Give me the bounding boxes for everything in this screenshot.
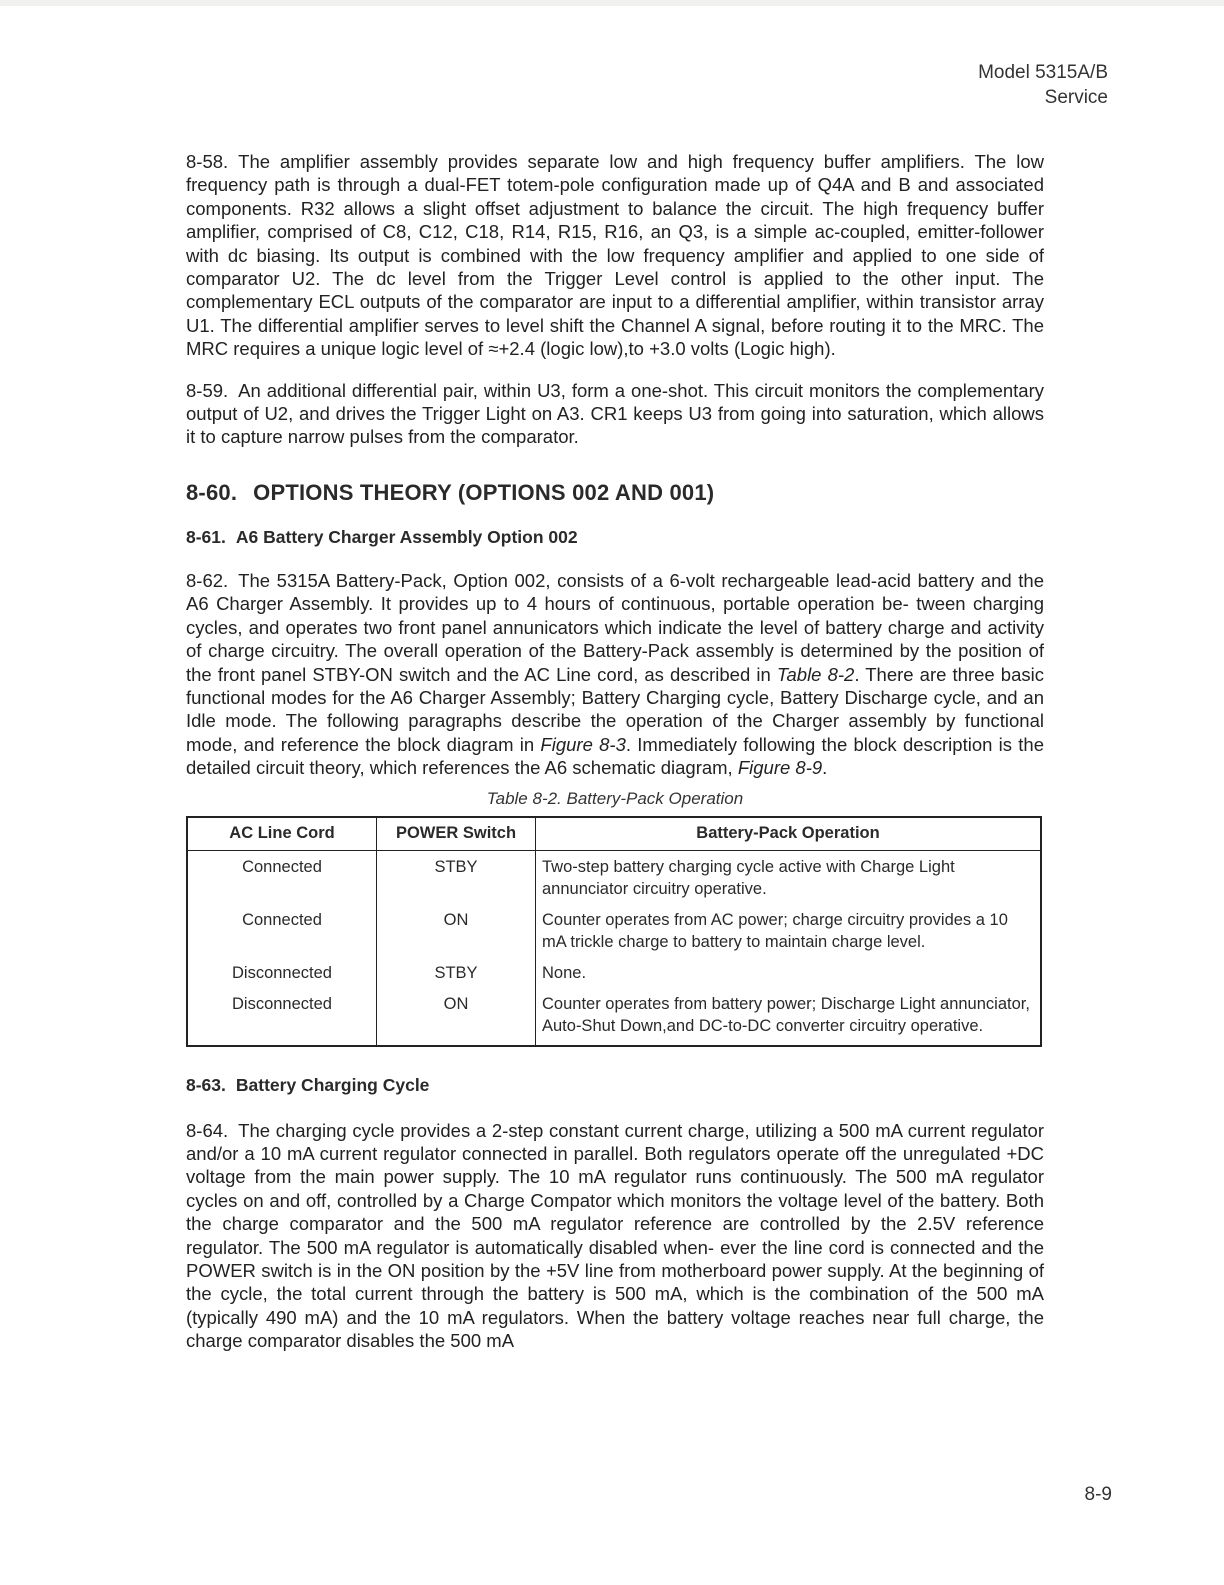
scan-edge-shade <box>0 0 1224 6</box>
paragraph-text-part: . There are three basic functional modes for the A6 Charger Assembly; Battery Charging cycle, Battery Discharge cycle, and an Idle mode. The following paragraphs describe the operation of the Charger assembly by functional mode, and reference the block diagram in <box>186 663 1044 755</box>
paragraph-text: The charging cycle provides a 2-step constant current charge, utilizing a 500 mA current regulator and/or a 10 mA current regulator connected in parallel. Both regulators operate off the unregulated +DC voltage from the main power supply. The 10 mA regulator runs continuously. The 500 mA regulator cycles on and off, controlled by a Charge Compator which monitors the voltage level of the battery. Both the charge comparator and the 500 mA regulator reference are controlled by the 2.5V reference regulator. The 500 mA regulator is automatically disabled when- ever the line cord is connected and the POWER switch is in the ON position by the +5V line from motherboard power supply. At the beginning of the cycle, the total current through the battery is 500 mA, which is the combination of the 500 mA (typically 490 mA) and the 10 mA regulators. When the battery voltage reaches near full charge, the charge comparator disables the 500 mA <box>186 1119 1044 1352</box>
cell-ac-line-cord: Connected <box>187 904 377 957</box>
page-content <box>186 150 1044 1353</box>
paragraph-number: 8-62. <box>186 569 229 591</box>
column-header-battery-pack-operation: Battery-Pack Operation <box>536 817 1042 851</box>
table-row <box>187 957 1041 988</box>
paragraph-number: 8-64. <box>186 1119 229 1141</box>
paragraph-8-62 <box>186 569 1044 780</box>
cell-ac-line-cord: Disconnected <box>187 957 377 988</box>
heading-number: 8-60. <box>186 479 238 505</box>
column-header-power-switch: POWER Switch <box>377 817 536 851</box>
cell-ac-line-cord: Disconnected <box>187 988 377 1046</box>
figure-reference: Figure 8-9 <box>737 757 823 779</box>
heading-text: Battery Charging Cycle <box>235 1074 430 1095</box>
section-heading-8-60 <box>186 479 1044 507</box>
cell-power-switch: STBY <box>377 957 536 988</box>
table-reference: Table 8-2 <box>776 663 855 685</box>
cell-power-switch: ON <box>377 904 536 957</box>
table-caption: Table 8-2. Battery-Pack Operation <box>486 788 744 808</box>
header-section: Service <box>1044 87 1108 108</box>
cell-operation: Two-step battery charging cycle active with Charge Light annunciator circuitry operative. <box>536 850 1042 904</box>
cell-operation: None. <box>536 957 1042 988</box>
subsection-heading-8-61 <box>186 525 1044 549</box>
cell-ac-line-cord: Connected <box>187 850 377 904</box>
battery-pack-operation-table <box>186 816 1042 1047</box>
cell-power-switch: ON <box>377 988 536 1046</box>
table-row <box>187 988 1041 1046</box>
heading-number: 8-61. <box>186 526 226 547</box>
header-model: Model 5315A/B <box>978 62 1108 83</box>
heading-text: OPTIONS THEORY (OPTIONS 002 AND 001) <box>253 479 715 505</box>
paragraph-text: The amplifier assembly provides separate low and high frequency buffer amplifiers. The low frequency path is through a dual-FET totem-pole configuration made up of Q4A and B and associated components. R32 allows a slight offset adjustment to balance the circuit. The high frequency buffer amplifier, comprised of C8, C12, C18, R14, R15, R16, an Q3, is a simple ac-coupled, emitter-follower with dc biasing. Its output is combined with the low frequency amplifier and applied to one side of comparator U2. The dc level from the Trigger Level control is applied to the other input. The complementary ECL outputs of the comparator are input to a differential amplifier, within transistor array U1. The differential amplifier serves to level shift the Channel A signal, before routing it to the MRC. The MRC requires a unique logic level of ≈+2.4 (logic low),to +3.0 volts (Logic high). <box>186 151 1044 360</box>
paragraph-number: 8-58. <box>186 151 229 172</box>
column-header-ac-line-cord: AC Line Cord <box>187 817 377 851</box>
page-header <box>978 60 1108 110</box>
paragraph-8-59 <box>186 379 1044 449</box>
cell-operation: Counter operates from battery power; Discharge Light annunciator, Auto-Shut Down,and DC-to-DC converter circuitry operative. <box>536 988 1042 1046</box>
heading-number: 8-63. <box>186 1074 226 1095</box>
cell-power-switch: STBY <box>377 850 536 904</box>
page-number: 8-9 <box>1084 1484 1112 1505</box>
table-row <box>187 850 1041 904</box>
paragraph-text-part: The 5315A Battery-Pack, Option 002, consists of a 6-volt rechargeable lead-acid battery and the A6 Charger Assembly. It provides up to 4 hours of continuous, portable operation be- tween charging cycles, and operates two front panel annunicators which indicate the level of battery charge and activity of charge circuitry. The overall operation of the Battery-Pack assembly is determined by the position of the front panel STBY-ON switch and the AC Line cord, as described in <box>186 569 1044 685</box>
paragraph-text-part: . Immediately following the block description is the detailed circuit theory, which references the A6 schematic diagram, <box>186 733 1045 779</box>
cell-operation: Counter operates from AC power; charge circuitry provides a 10 mA trickle charge to battery to maintain charge level. <box>536 904 1042 957</box>
table-header-row <box>187 817 1041 851</box>
subsection-heading-8-63 <box>186 1073 1044 1097</box>
table-row <box>187 904 1041 957</box>
figure-reference: Figure 8-3 <box>540 733 626 755</box>
paragraph-text: An additional differential pair, within U3, form a one-shot. This circuit monitors the complementary output of U2, and drives the Trigger Light on A3. CR1 keeps U3 from going into saturation, which allows it to capture narrow pulses from the comparator. <box>186 379 1044 448</box>
heading-text: A6 Battery Charger Assembly Option 002 <box>235 526 578 547</box>
paragraph-number: 8-59. <box>186 379 229 401</box>
paragraph-8-58 <box>186 150 1044 361</box>
paragraph-8-64 <box>186 1119 1044 1353</box>
paragraph-text-part: . <box>822 757 828 779</box>
